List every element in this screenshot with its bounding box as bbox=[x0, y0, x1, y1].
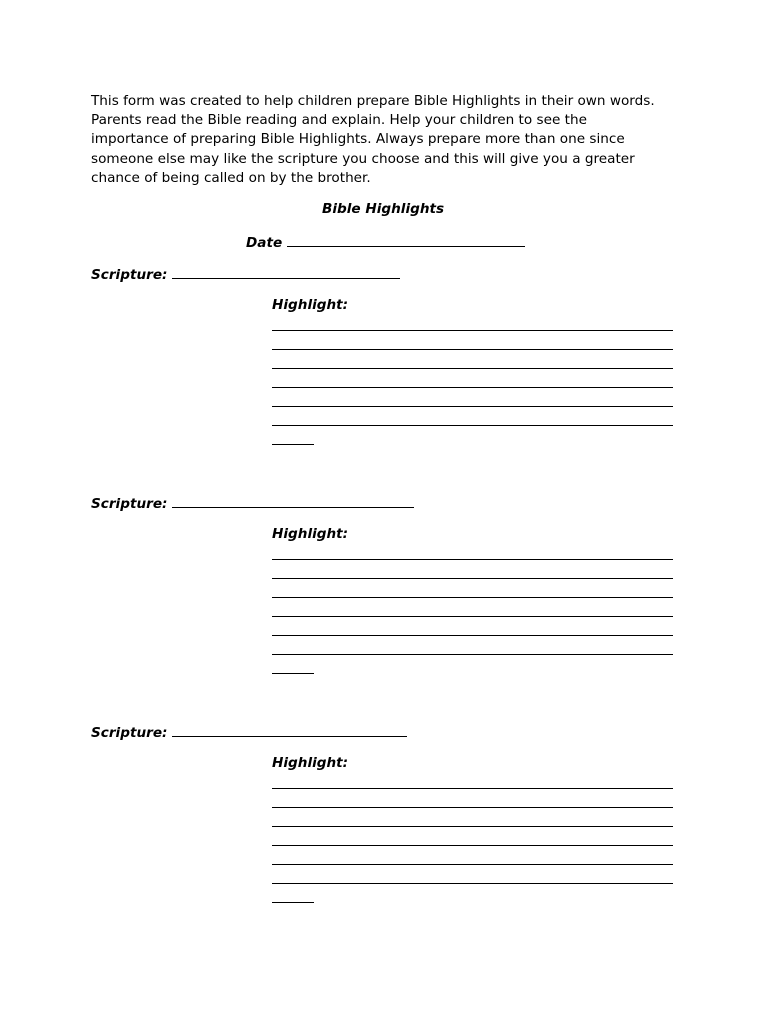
answer-line[interactable] bbox=[272, 883, 673, 884]
intro-line: This form was created to help children prepare Bible Highlights in their own words. bbox=[91, 93, 655, 109]
scripture-field-line[interactable] bbox=[172, 494, 414, 508]
answer-line[interactable] bbox=[272, 807, 673, 808]
date-label: Date bbox=[246, 235, 283, 251]
highlight-label: Highlight: bbox=[272, 297, 349, 313]
answer-line[interactable] bbox=[272, 788, 673, 789]
scripture-field-line[interactable] bbox=[172, 723, 407, 737]
answer-line[interactable] bbox=[272, 826, 673, 827]
answer-line[interactable] bbox=[272, 616, 673, 617]
intro-paragraph bbox=[91, 92, 691, 188]
intro-line: someone else may like the scripture you choose and this will give you a greater bbox=[91, 150, 635, 167]
date-row bbox=[246, 233, 525, 251]
answer-line[interactable] bbox=[272, 845, 673, 846]
answer-line[interactable] bbox=[272, 406, 673, 407]
scripture-row bbox=[91, 265, 400, 283]
answer-line[interactable] bbox=[272, 444, 314, 445]
answer-line[interactable] bbox=[272, 387, 673, 388]
intro-line: importance of preparing Bible Highlights. Always prepare more than one since bbox=[91, 131, 625, 148]
answer-line[interactable] bbox=[272, 368, 673, 369]
scripture-row bbox=[91, 494, 414, 512]
answer-line[interactable] bbox=[272, 425, 673, 426]
scripture-label: Scripture: bbox=[91, 725, 168, 741]
answer-line[interactable] bbox=[272, 597, 673, 598]
answer-line[interactable] bbox=[272, 673, 314, 674]
answer-line[interactable] bbox=[272, 330, 673, 331]
date-field-line[interactable] bbox=[287, 233, 525, 247]
answer-line[interactable] bbox=[272, 902, 314, 903]
answer-line[interactable] bbox=[272, 864, 673, 865]
answer-line[interactable] bbox=[272, 654, 673, 655]
intro-line: Parents read the Bible reading and explain. Help your children to see the bbox=[91, 112, 587, 129]
form-title: Bible Highlights bbox=[322, 201, 445, 217]
scripture-field-line[interactable] bbox=[172, 265, 400, 279]
scripture-label: Scripture: bbox=[91, 496, 168, 512]
highlight-label: Highlight: bbox=[272, 755, 349, 771]
scripture-label: Scripture: bbox=[91, 267, 168, 283]
intro-line: chance of being called on by the brother. bbox=[91, 169, 371, 186]
scripture-row bbox=[91, 723, 407, 741]
answer-line[interactable] bbox=[272, 635, 673, 636]
answer-line[interactable] bbox=[272, 349, 673, 350]
highlight-label: Highlight: bbox=[272, 526, 349, 542]
answer-line[interactable] bbox=[272, 578, 673, 579]
answer-line[interactable] bbox=[272, 559, 673, 560]
